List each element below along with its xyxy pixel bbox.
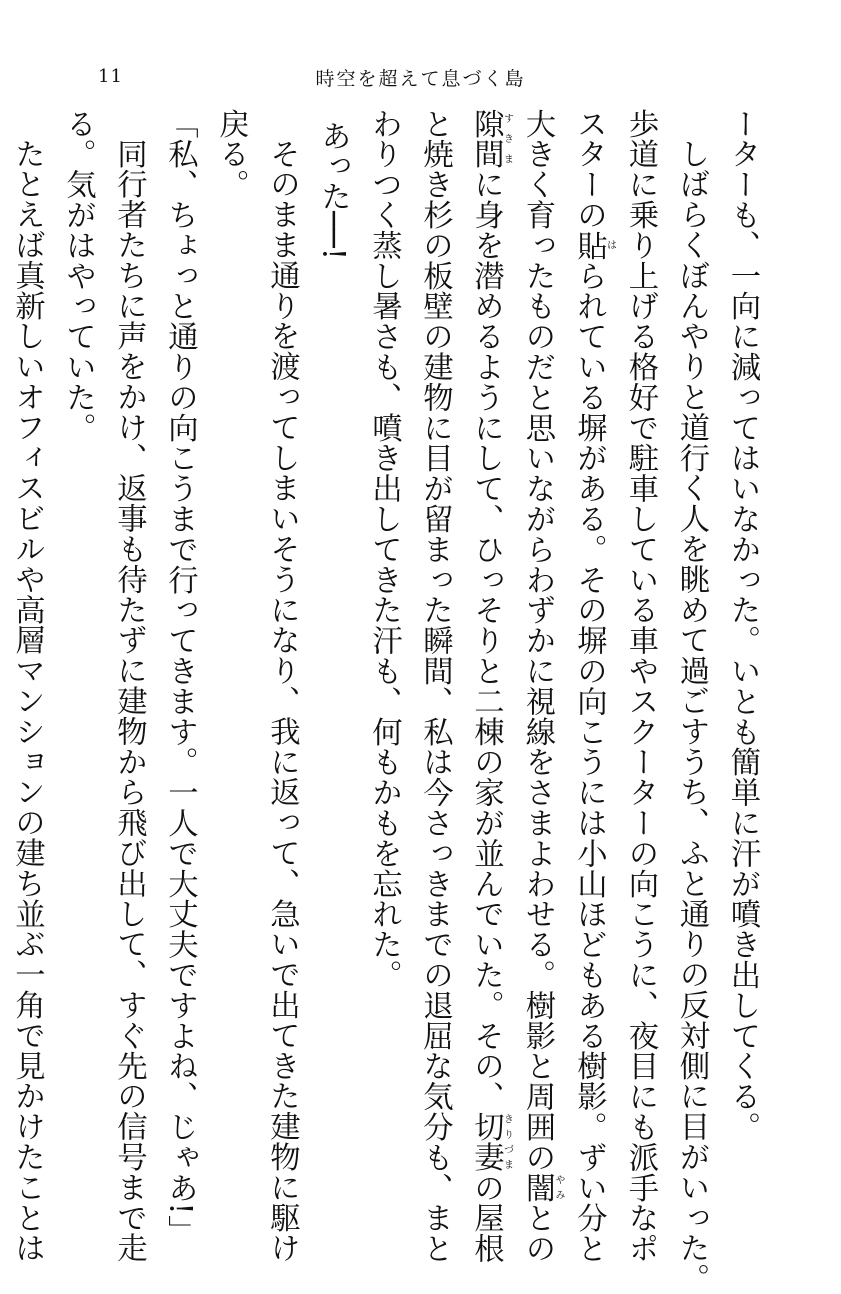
text-fragment: られている塀がある。その塀の向こうには小山ほどもある樹影。ずい分と (571, 260, 607, 1264)
text-line: そのまま通りを渡ってしまいそうになり、我に返って、急いで出てきた建物に駆け (264, 138, 300, 1264)
text-fragment: との (520, 1202, 555, 1264)
running-title: 時空を超えて息づく島 (315, 68, 526, 90)
text-line: ーターも、一向に減ってはいなかった。いとも簡単に汗が噴き出してくる。 (725, 108, 760, 1142)
text-line: 歩道に乗り上げる格好で駐車している車やスクーターの向こうに、夜目にも派手なポ (623, 108, 658, 1264)
text-line: 同行者たちに声をかけ、返事も待たずに建物から飛び出して、すぐ先の信号まで走 (111, 138, 147, 1264)
page-number: 11 (98, 66, 123, 87)
ruby-kirizuma: 切妻きりづま (468, 1111, 513, 1173)
ruby-hari: 貼は (571, 229, 616, 261)
text-fragment: の屋根 (468, 1172, 504, 1264)
text-line: たとえば真新しいオフィスビルや高層マンションの建ち並ぶ一角で見かけたことは (9, 138, 45, 1264)
text-line (512, 108, 564, 1264)
text-line: と焼き杉の板壁の建物に目が留まった瞬間、私は今さっきまでの退屈な気分も、まと (417, 108, 453, 1264)
text-fragment: に身を潜めるようにして、ひっそりと二棟の家が並んでいた。その、 (468, 168, 504, 1112)
text-line: しばらくぼんやりと道行く人を眺めて過ごすうち、ふと通りの反対側に目がいった。 (674, 138, 709, 1294)
text-line: あった──! (315, 120, 351, 261)
text-fragment: スターの (571, 108, 607, 230)
text-line (461, 108, 513, 1264)
text-line: わりつく蒸し暑さも、噴き出してきた汗も、何もかもを忘れた。 (366, 108, 402, 990)
text-line (0, 108, 2, 1128)
text-line: 戻る。 (213, 108, 249, 200)
text-line: る。気がはやっていた。 (60, 108, 96, 443)
text-line (564, 108, 616, 1264)
ruby-sukima: 隙間すきま (468, 108, 513, 169)
body-text (9, 108, 768, 1294)
text-fragment: 大きく育ったものだと思いながらわずかに視線をさまよわせる。樹影と周囲の (520, 108, 555, 1172)
text-line: 「私、ちょっと通りの向こうまで行ってきます。一人で大丈夫ですよね、じゃあ!」 (162, 108, 198, 1246)
ruby-yami: 闇やみ (520, 1172, 564, 1203)
